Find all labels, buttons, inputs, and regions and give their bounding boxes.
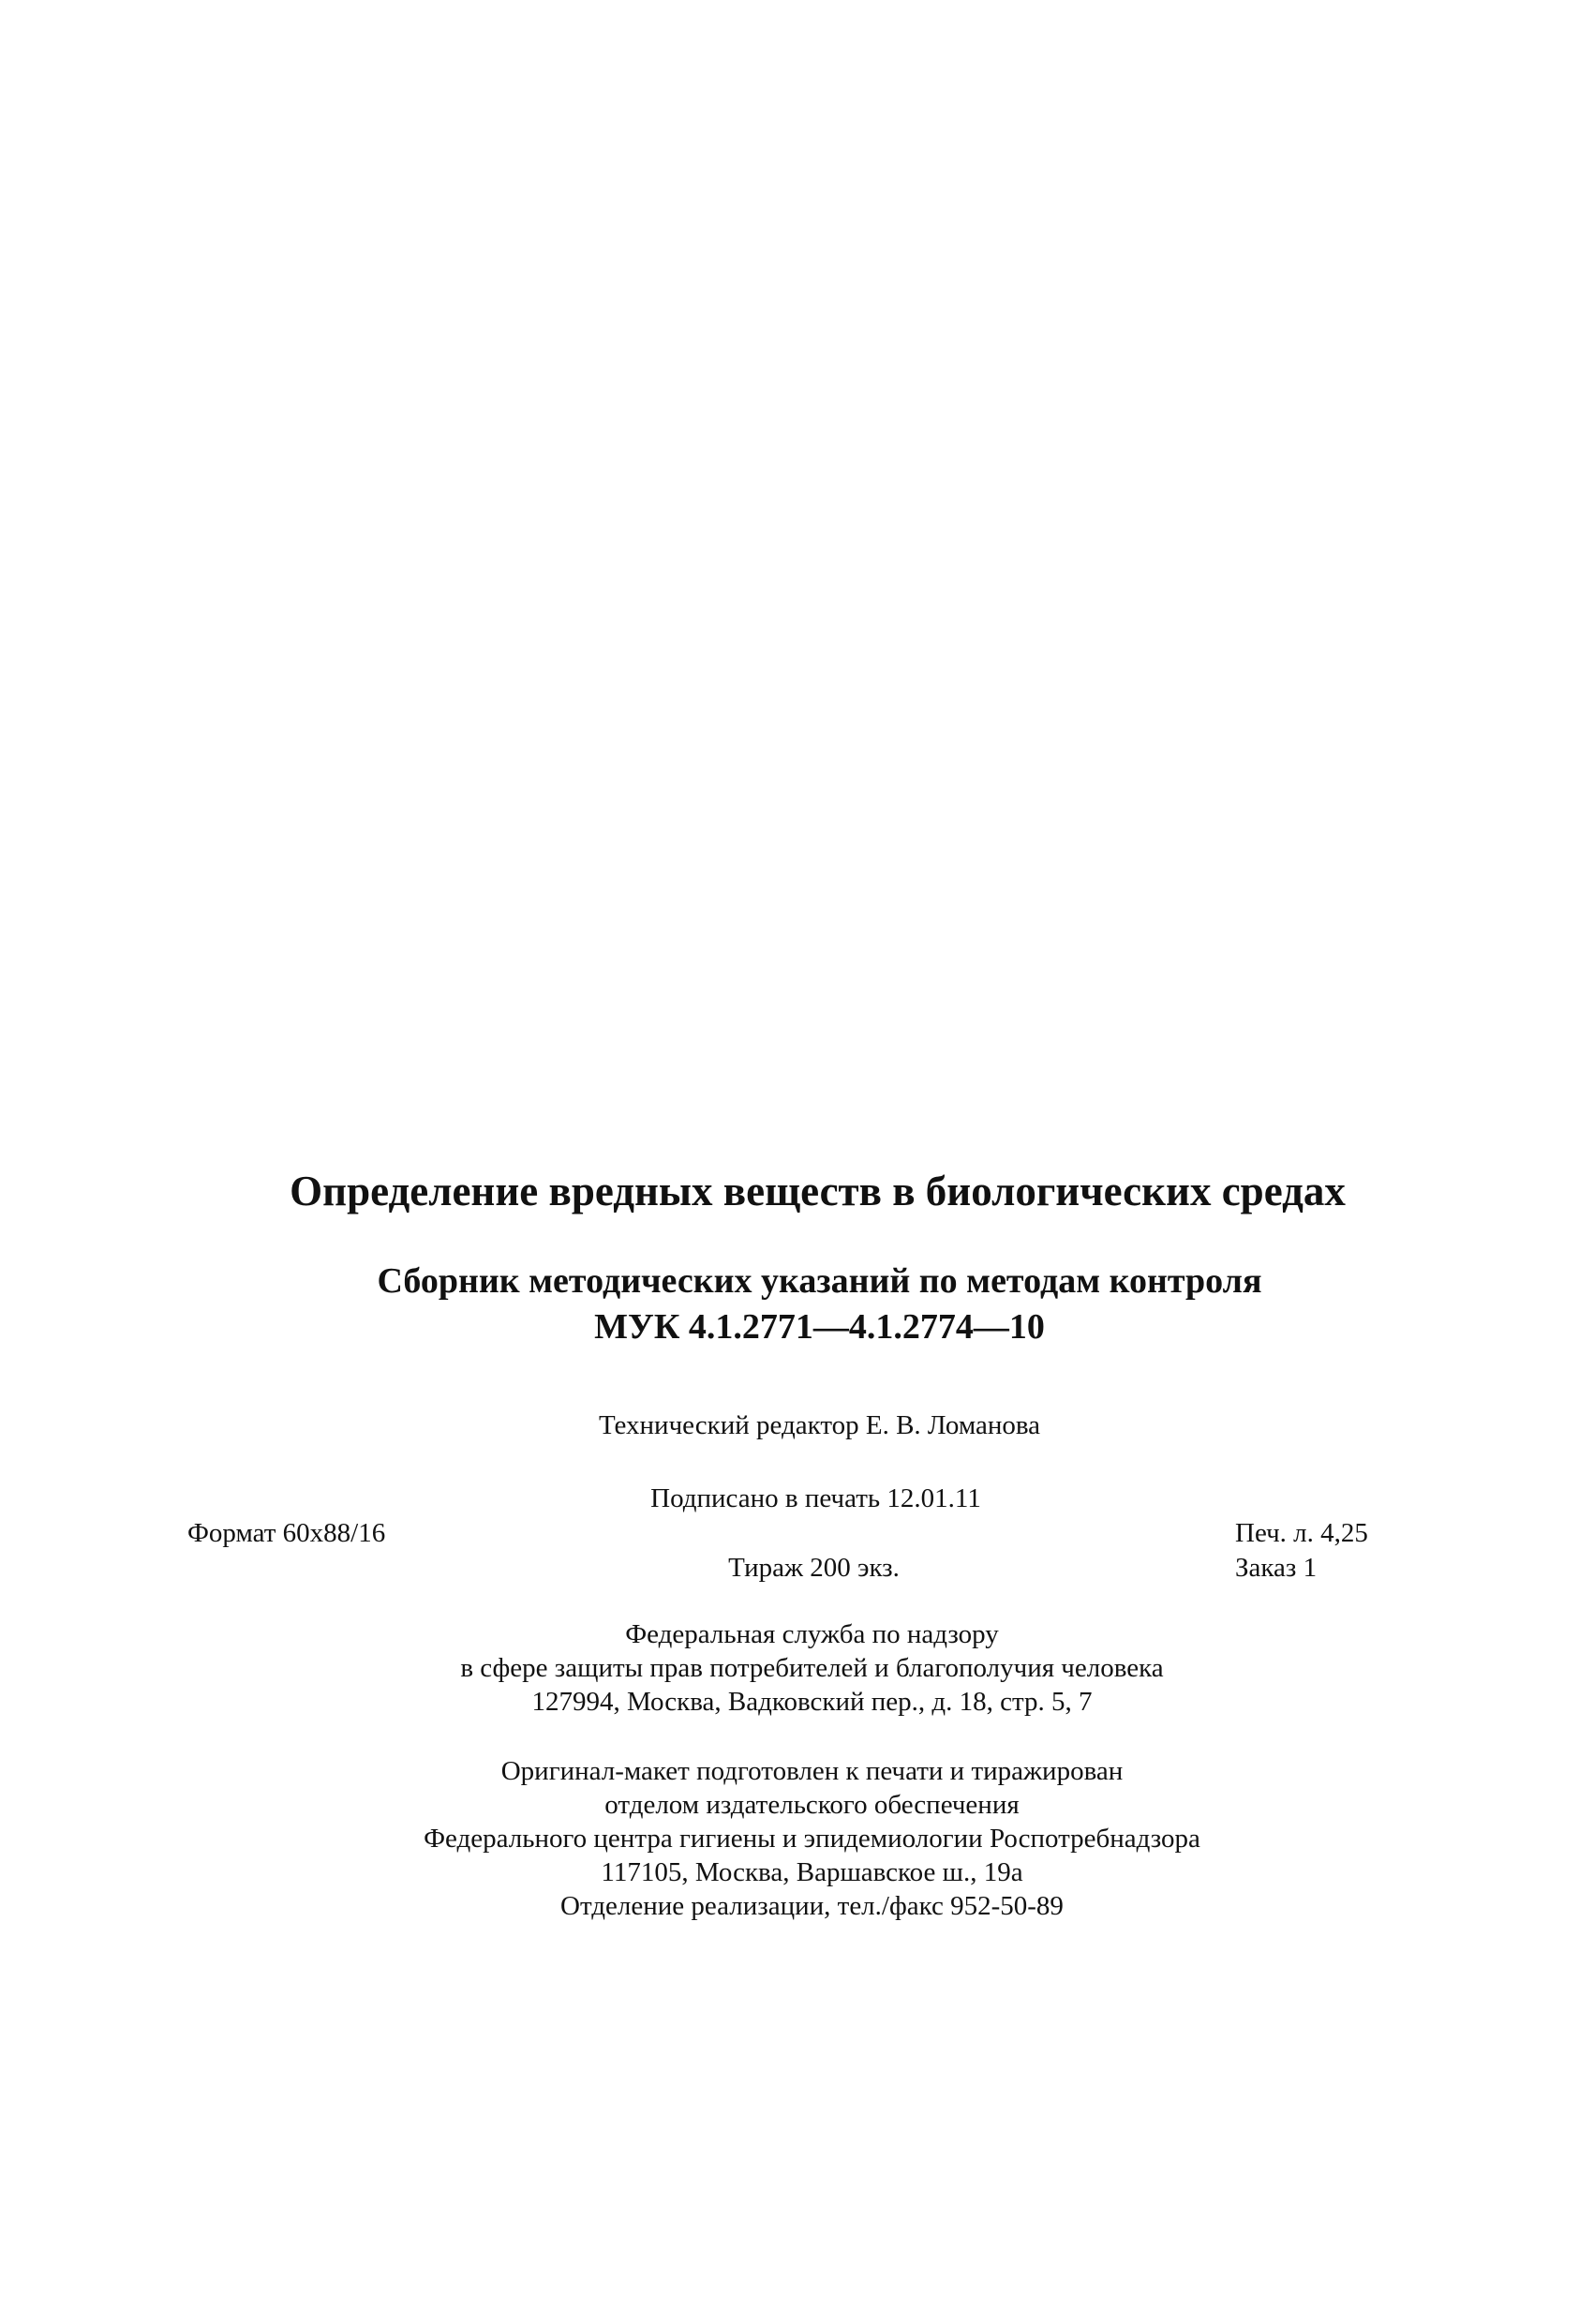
layout-info-line: Федерального центра гигиены и эпидемиологии Роспотребнадзора — [424, 1824, 1200, 1854]
collection-subtitle: Сборник методических указаний по методам контроля — [377, 1261, 1262, 1301]
technical-editor: Технический редактор Е. В. Ломанова — [598, 1410, 1041, 1440]
order-number: Заказ 1 — [1235, 1553, 1318, 1583]
publisher-line: Федеральная служба по надзору — [625, 1619, 999, 1649]
signed-for-print: Подписано в печать 12.01.11 — [650, 1483, 981, 1513]
print-run: Тираж 200 экз. — [728, 1553, 900, 1583]
layout-info-address: 117105, Москва, Варшавское ш., 19а — [601, 1857, 1023, 1887]
document-title: Определение вредных веществ в биологических средах — [290, 1168, 1346, 1214]
layout-info-line: отделом издательского обеспечения — [604, 1790, 1020, 1820]
publisher-line: в сфере защиты прав потребителей и благополучия человека — [460, 1653, 1164, 1683]
publisher-address: 127994, Москва, Вадковский пер., д. 18, стр. 5, 7 — [531, 1687, 1093, 1717]
muk-code: МУК 4.1.2771—4.1.2774—10 — [594, 1307, 1045, 1347]
printed-sheets: Печ. л. 4,25 — [1235, 1518, 1368, 1548]
sales-contact: Отделение реализации, тел./факс 952-50-89 — [560, 1891, 1064, 1921]
layout-info-line: Оригинал-макет подготовлен к печати и тиражирован — [500, 1756, 1124, 1786]
paper-format: Формат 60x88/16 — [187, 1518, 386, 1548]
